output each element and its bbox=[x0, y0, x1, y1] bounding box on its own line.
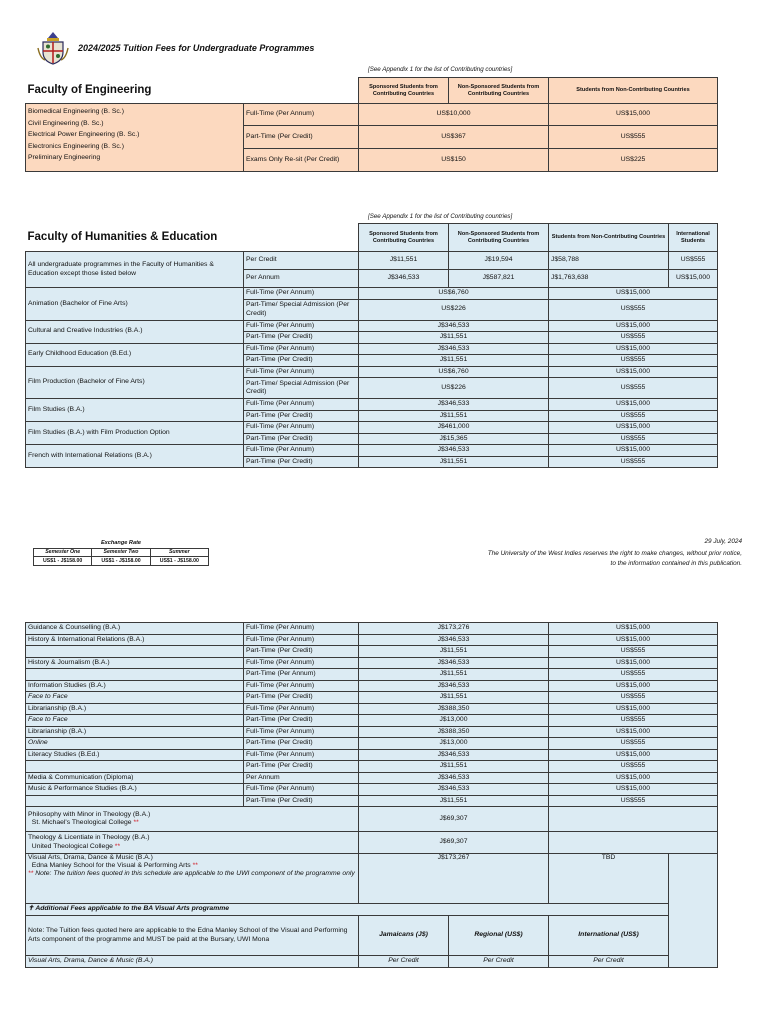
fee-contributing: J$11,551 bbox=[359, 795, 549, 807]
fee-international: Per Credit bbox=[549, 956, 669, 968]
fee-noncontributing: US$15,000 bbox=[549, 422, 718, 434]
university-crest-icon bbox=[36, 30, 70, 66]
programme-name: Early Childhood Education (B.Ed.) bbox=[26, 343, 244, 366]
programme-name bbox=[26, 761, 244, 773]
mode-cell: Per Credit bbox=[244, 252, 359, 270]
programme-name: Literacy Studies (B.Ed.) bbox=[26, 749, 244, 761]
mode-cell: Full-Time (Per Annum) bbox=[244, 288, 359, 300]
fee-contributing: US$6,760 bbox=[359, 288, 549, 300]
col-regional: Regional (US$) bbox=[449, 916, 549, 956]
fee-noncontributing: US$555 bbox=[549, 715, 718, 727]
mode-cell: Per Annum bbox=[244, 270, 359, 288]
fee-noncontributing: US$555 bbox=[549, 126, 718, 149]
fee-contributing: J$173,276 bbox=[359, 623, 549, 635]
mode-cell: Full-Time (Per Annum) bbox=[244, 399, 359, 411]
fee-noncontributing: J$58,788 bbox=[549, 252, 669, 270]
fee-noncontributing: US$555 bbox=[549, 410, 718, 422]
fee-contributing: J$346,533 bbox=[359, 343, 549, 355]
mode-cell: Full-Time (Per Annum) bbox=[244, 784, 359, 796]
programme-name: History & International Relations (B.A.) bbox=[26, 634, 244, 646]
appendix-note: [See Appendix 1 for the list of Contributing countries] bbox=[368, 66, 513, 73]
programme-name bbox=[26, 795, 244, 807]
exchange-rate-title: Exchange Rate bbox=[100, 540, 142, 546]
fee-contributing: J$11,551 bbox=[359, 692, 549, 704]
fee-contributing: J$346,533 bbox=[359, 320, 549, 332]
fee-noncontributing: US$15,000 bbox=[549, 634, 718, 646]
programme-name: Face to Face bbox=[26, 692, 244, 704]
fee-noncontributing: US$15,000 bbox=[549, 445, 718, 457]
fee-noncontributing: US$15,000 bbox=[549, 320, 718, 332]
exchange-rate-table bbox=[33, 548, 209, 566]
fee-contributing: J$69,307 bbox=[359, 807, 549, 832]
mode-cell: Part-Time (Per Credit) bbox=[244, 646, 359, 658]
fee-contributing: J$388,350 bbox=[359, 703, 549, 715]
fee-noncontributing: US$15,000 bbox=[549, 784, 718, 796]
mode-cell: Part-Time (Per Credit) bbox=[244, 738, 359, 750]
visual-arts-programme: Visual Arts, Drama, Dance & Music (B.A.) Edna Manley School for the Visual & Performing Arts ** ** Note: The tuition fees quoted in this schedule are applicable to the UWI component of the programme only bbox=[26, 854, 359, 904]
fee-noncontributing: US$555 bbox=[549, 669, 718, 681]
fee-noncontributing: US$15,000 bbox=[549, 343, 718, 355]
appendix-note: [See Appendix 1 for the list of Contributing countries] bbox=[368, 213, 513, 220]
fee-noncontributing: US$15,000 bbox=[549, 288, 718, 300]
programme-name: Media & Communication (Diploma) bbox=[26, 772, 244, 784]
programme-name: Cultural and Creative Industries (B.A.) bbox=[26, 320, 244, 343]
fee-noncontributing: US$225 bbox=[549, 149, 718, 172]
fee-sponsored: J$11,551 bbox=[359, 252, 449, 270]
programme-name: Animation (Bachelor of Fine Arts) bbox=[26, 288, 244, 321]
fee-contributing: J$346,533 bbox=[359, 680, 549, 692]
fee-contributing: US$226 bbox=[359, 378, 549, 399]
mode-cell: Part-Time/ Special Admission (Per Credit) bbox=[244, 378, 359, 399]
col-nonsponsored: Non-Sponsored Students from Contributing Countries bbox=[449, 224, 549, 252]
fee-noncontributing: US$555 bbox=[549, 646, 718, 658]
fee-noncontributing: US$555 bbox=[549, 738, 718, 750]
faculty-title: Faculty of Humanities & Education bbox=[26, 224, 359, 252]
faculty-title: Faculty of Engineering bbox=[26, 78, 359, 104]
fee-contributing: J$461,000 bbox=[359, 422, 549, 434]
mode-cell: Part-Time (Per Credit) bbox=[244, 761, 359, 773]
mode-cell: Full-Time (Per Annum) bbox=[244, 422, 359, 434]
publication-date: 29 July, 2024 bbox=[704, 538, 742, 545]
fee-contributing: J$11,551 bbox=[359, 355, 549, 367]
fee-contributing: J$173,267 bbox=[359, 854, 549, 904]
mode-cell: Part-Time (Per Credit) bbox=[244, 433, 359, 445]
programme-name bbox=[26, 646, 244, 658]
fee-contributing: J$346,533 bbox=[359, 634, 549, 646]
programme-name: Librarianship (B.A.) bbox=[26, 703, 244, 715]
programme-name: History & Journalism (B.A.) bbox=[26, 657, 244, 669]
fee-contributing: J$11,551 bbox=[359, 646, 549, 658]
fee-noncontributing: J$1,763,638 bbox=[549, 270, 669, 288]
additional-fees-heading: ✝ Additional Fees applicable to the BA Visual Arts programme bbox=[26, 904, 669, 916]
mode-cell: Part-Time (Per Credit) bbox=[244, 355, 359, 367]
fee-noncontributing: US$555 bbox=[549, 692, 718, 704]
fee-jamaicans: Per Credit bbox=[359, 956, 449, 968]
programme-name: French with International Relations (B.A.) bbox=[26, 445, 244, 468]
fee-contributing: J$346,533 bbox=[359, 399, 549, 411]
fee-noncontributing: US$15,000 bbox=[549, 749, 718, 761]
fee-nonsponsored: J$19,594 bbox=[449, 252, 549, 270]
mode-cell: Full-Time (Per Annum) bbox=[244, 657, 359, 669]
all-programmes-label: All undergraduate programmes in the Faculty of Humanities & Education except those listed below bbox=[26, 252, 244, 288]
fee-international: US$15,000 bbox=[669, 270, 718, 288]
fee-contributing: US$6,760 bbox=[359, 366, 549, 378]
mode-cell: Full-Time (Per Annum) bbox=[244, 726, 359, 738]
fee-contributing: J$388,350 bbox=[359, 726, 549, 738]
fee-noncontributing: US$555 bbox=[549, 456, 718, 468]
theology-programme: Theology & Licentiate in Theology (B.A.) United Theological College ** bbox=[26, 832, 359, 854]
col-noncontributing: Students from Non-Contributing Countries bbox=[549, 224, 669, 252]
fee-noncontributing: US$15,000 bbox=[549, 366, 718, 378]
exchange-header: Semester One bbox=[34, 549, 92, 557]
fee-noncontributing: US$15,000 bbox=[549, 772, 718, 784]
fee-international: US$555 bbox=[669, 252, 718, 270]
col-international: International (US$) bbox=[549, 916, 669, 956]
exchange-header: Summer bbox=[150, 549, 208, 557]
exchange-value: US$1 - J$158.00 bbox=[34, 557, 92, 566]
visual-arts-additional-row: Visual Arts, Drama, Dance & Music (B.A.) bbox=[26, 956, 359, 968]
fee-contributing: J$346,533 bbox=[359, 657, 549, 669]
humanities-fee-table bbox=[25, 223, 718, 468]
fee-contributing: J$15,365 bbox=[359, 433, 549, 445]
fee-noncontributing: US$15,000 bbox=[549, 399, 718, 411]
mode-cell: Part-Time (Per Credit) bbox=[244, 692, 359, 704]
fee-contributing: US$10,000 bbox=[359, 104, 549, 126]
fee-noncontributing: US$15,000 bbox=[549, 623, 718, 635]
fee-contributing: J$11,551 bbox=[359, 410, 549, 422]
programme-name: Film Studies (B.A.) bbox=[26, 399, 244, 422]
exchange-value: US$1 - J$158.00 bbox=[150, 557, 208, 566]
col-nonsponsored: Non-Sponsored Students from Contributing Countries bbox=[449, 78, 549, 104]
fee-noncontributing: US$15,000 bbox=[549, 703, 718, 715]
fee-sponsored: J$346,533 bbox=[359, 270, 449, 288]
fee-contributing: J$346,533 bbox=[359, 772, 549, 784]
fee-contributing: J$11,551 bbox=[359, 456, 549, 468]
fee-contributing: J$346,533 bbox=[359, 749, 549, 761]
mode-cell: Part-Time (Per Credit) bbox=[244, 456, 359, 468]
fee-contributing: J$69,307 bbox=[359, 832, 549, 854]
programme-name bbox=[26, 669, 244, 681]
programme-name: Librarianship (B.A.) bbox=[26, 726, 244, 738]
programme-name: Film Production (Bachelor of Fine Arts) bbox=[26, 366, 244, 399]
fee-noncontributing: US$555 bbox=[549, 433, 718, 445]
fee-noncontributing: US$15,000 bbox=[549, 104, 718, 126]
programme-name: Music & Performance Studies (B.A.) bbox=[26, 784, 244, 796]
mode-cell: Part-Time (Per Credit) bbox=[244, 410, 359, 422]
col-sponsored: Sponsored Students from Contributing Countries bbox=[359, 224, 449, 252]
programme-name: Film Studies (B.A.) with Film Production Option bbox=[26, 422, 244, 445]
exchange-value: US$1 - J$158.00 bbox=[92, 557, 150, 566]
mode-cell: Per Annum bbox=[244, 772, 359, 784]
mode-cell: Part-Time/ Special Admission (Per Credit) bbox=[244, 299, 359, 320]
fee-nonsponsored: J$587,821 bbox=[449, 270, 549, 288]
programme-name: Information Studies (B.A.) bbox=[26, 680, 244, 692]
mode-cell: Part-Time (Per Credit) bbox=[244, 332, 359, 344]
mode-cell: Part-Time (Per Credit) bbox=[244, 126, 359, 149]
document-title: 2024/2025 Tuition Fees for Undergraduate Programmes bbox=[78, 43, 315, 53]
fee-noncontributing: US$555 bbox=[549, 332, 718, 344]
mode-cell: Full-Time (Per Annum) bbox=[244, 634, 359, 646]
fee-contributing: J$346,533 bbox=[359, 445, 549, 457]
fee-noncontributing: US$15,000 bbox=[549, 657, 718, 669]
fee-noncontributing bbox=[549, 832, 718, 854]
mode-cell: Full-Time (Per Annum) bbox=[244, 104, 359, 126]
mode-cell: Part-Time (Per Credit) bbox=[244, 715, 359, 727]
col-jamaicans: Jamaicans (J$) bbox=[359, 916, 449, 956]
engineering-programmes: Biomedical Engineering (B. Sc.) Civil Engineering (B. Sc.) Electrical Power Engineering (B. Sc.) Electronics Engineering (B. Sc.) Preliminary Engineering bbox=[26, 104, 244, 172]
programme-name: Face to Face bbox=[26, 715, 244, 727]
exchange-header: Semester Two bbox=[92, 549, 150, 557]
mode-cell: Full-Time (Per Annum) bbox=[244, 366, 359, 378]
disclaimer: The University of the West Indies reserves the right to make changes, without prior notice, to the information contained in this publication. bbox=[487, 550, 742, 567]
mode-cell: Full-Time (Per Annum) bbox=[244, 320, 359, 332]
col-sponsored: Sponsored Students from Contributing Countries bbox=[359, 78, 449, 104]
blank-column bbox=[669, 854, 718, 968]
fee-contributing: US$367 bbox=[359, 126, 549, 149]
programme-name: Online bbox=[26, 738, 244, 750]
fee-noncontributing bbox=[549, 807, 718, 832]
mode-cell: Part-Time (Per Credit) bbox=[244, 795, 359, 807]
fee-noncontributing: US$15,000 bbox=[549, 726, 718, 738]
fee-contributing: J$13,000 bbox=[359, 715, 549, 727]
col-international: International Students bbox=[669, 224, 718, 252]
fee-noncontributing: US$15,000 bbox=[549, 680, 718, 692]
fee-noncontributing: US$555 bbox=[549, 299, 718, 320]
engineering-fee-table bbox=[25, 77, 718, 172]
fee-contributing: US$150 bbox=[359, 149, 549, 172]
fee-contributing: J$13,000 bbox=[359, 738, 549, 750]
mode-cell: Full-Time (Per Annum) bbox=[244, 749, 359, 761]
fee-contributing: J$346,533 bbox=[359, 784, 549, 796]
fee-noncontributing: US$555 bbox=[549, 355, 718, 367]
programme-name: Guidance & Counselling (B.A.) bbox=[26, 623, 244, 635]
philosophy-programme: Philosophy with Minor in Theology (B.A.) St. Michael's Theological College ** bbox=[26, 807, 359, 832]
fee-contributing: US$226 bbox=[359, 299, 549, 320]
mode-cell: Full-Time (Per Annum) bbox=[244, 680, 359, 692]
mode-cell: Exams Only Re-sit (Per Credit) bbox=[244, 149, 359, 172]
fee-noncontributing: US$555 bbox=[549, 795, 718, 807]
fee-regional: Per Credit bbox=[449, 956, 549, 968]
fee-noncontributing: TBD bbox=[549, 854, 669, 904]
fee-noncontributing: US$555 bbox=[549, 761, 718, 773]
mode-cell: Full-Time (Per Annum) bbox=[244, 703, 359, 715]
fee-noncontributing: US$555 bbox=[549, 378, 718, 399]
mode-cell: Full-Time (Per Annum) bbox=[244, 623, 359, 635]
mode-cell: Full-Time (Per Annum) bbox=[244, 343, 359, 355]
fee-contributing: J$11,551 bbox=[359, 332, 549, 344]
additional-fees-note: Note: The Tuition fees quoted here are applicable to the Edna Manley School of the Visual and Performing Arts component of the programme and MUST be paid at the Bursary, UWI Mona bbox=[26, 916, 359, 956]
fee-contributing: J$11,551 bbox=[359, 669, 549, 681]
fee-contributing: J$11,551 bbox=[359, 761, 549, 773]
mode-cell: Part-Time (Per Annum) bbox=[244, 669, 359, 681]
col-noncontributing: Students from Non-Contributing Countries bbox=[549, 78, 718, 104]
mode-cell: Full-Time (Per Annum) bbox=[244, 445, 359, 457]
humanities-fee-table-continued bbox=[25, 622, 718, 968]
